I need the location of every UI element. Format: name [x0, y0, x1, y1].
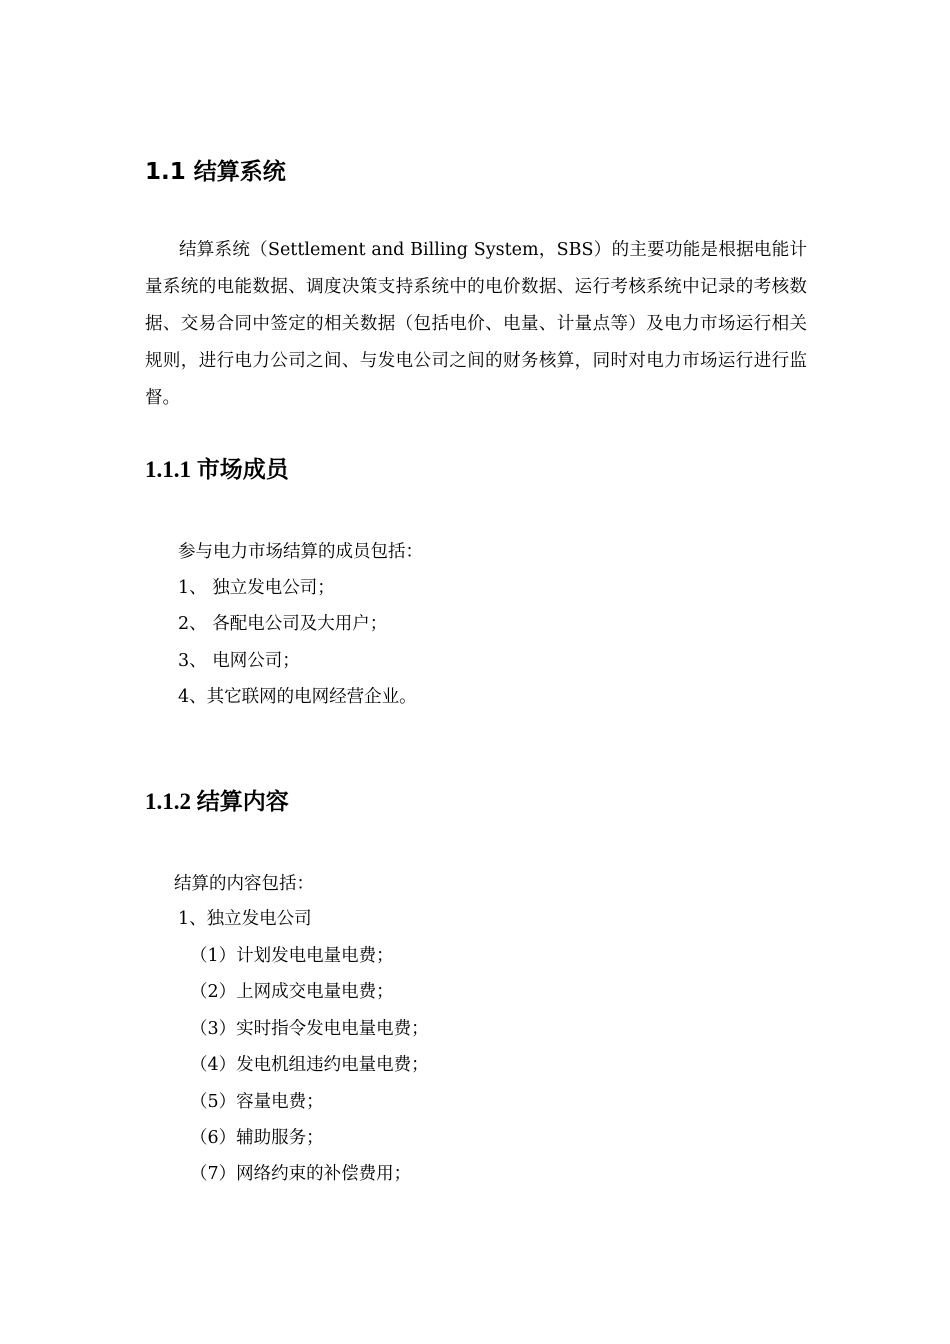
content-item: （6）辅助服务； — [190, 1128, 324, 1148]
members-intro: 参与电力市场结算的成员包括： — [178, 542, 423, 562]
section-title: 1.1 结算系统 — [145, 159, 286, 185]
content-intro: 结算的内容包括： — [174, 874, 314, 894]
content-item: （7）网络约束的补偿费用； — [190, 1164, 412, 1184]
content-item: （3）实时指令发电电量电费； — [190, 1019, 429, 1039]
content-item: （2）上网成交电量电费； — [190, 982, 394, 1002]
members-heading: 1.1.1 市场成员 — [145, 457, 289, 482]
content-group-title: 1、独立发电公司 — [178, 909, 312, 929]
section-paragraph: 结算系统（Settlement and Billing System，SBS）的主要功能是根据电能计量系统的电能数据、调度决策支持系统中的电价数据、运行考核系统中记录的考核数据、交易合同中签定的相关数据（包括电价、电量、计量点等）及电力市场运行相关规则，进行电力公司之间、与发电公司之间的财务核算，同时对电力市场运行进行监督。 — [145, 240, 807, 408]
content-item: （4）发电机组违约电量电费； — [190, 1055, 429, 1075]
members-item: 2、 各配电公司及大用户； — [178, 614, 388, 634]
members-item: 4、其它联网的电网经营企业。 — [178, 687, 417, 707]
content-heading: 1.1.2 结算内容 — [145, 789, 289, 814]
content-item: （5）容量电费； — [190, 1092, 324, 1112]
content-item: （1）计划发电电量电费； — [190, 946, 394, 966]
members-item: 3、 电网公司； — [178, 651, 300, 671]
members-item: 1、 独立发电公司； — [178, 578, 335, 598]
